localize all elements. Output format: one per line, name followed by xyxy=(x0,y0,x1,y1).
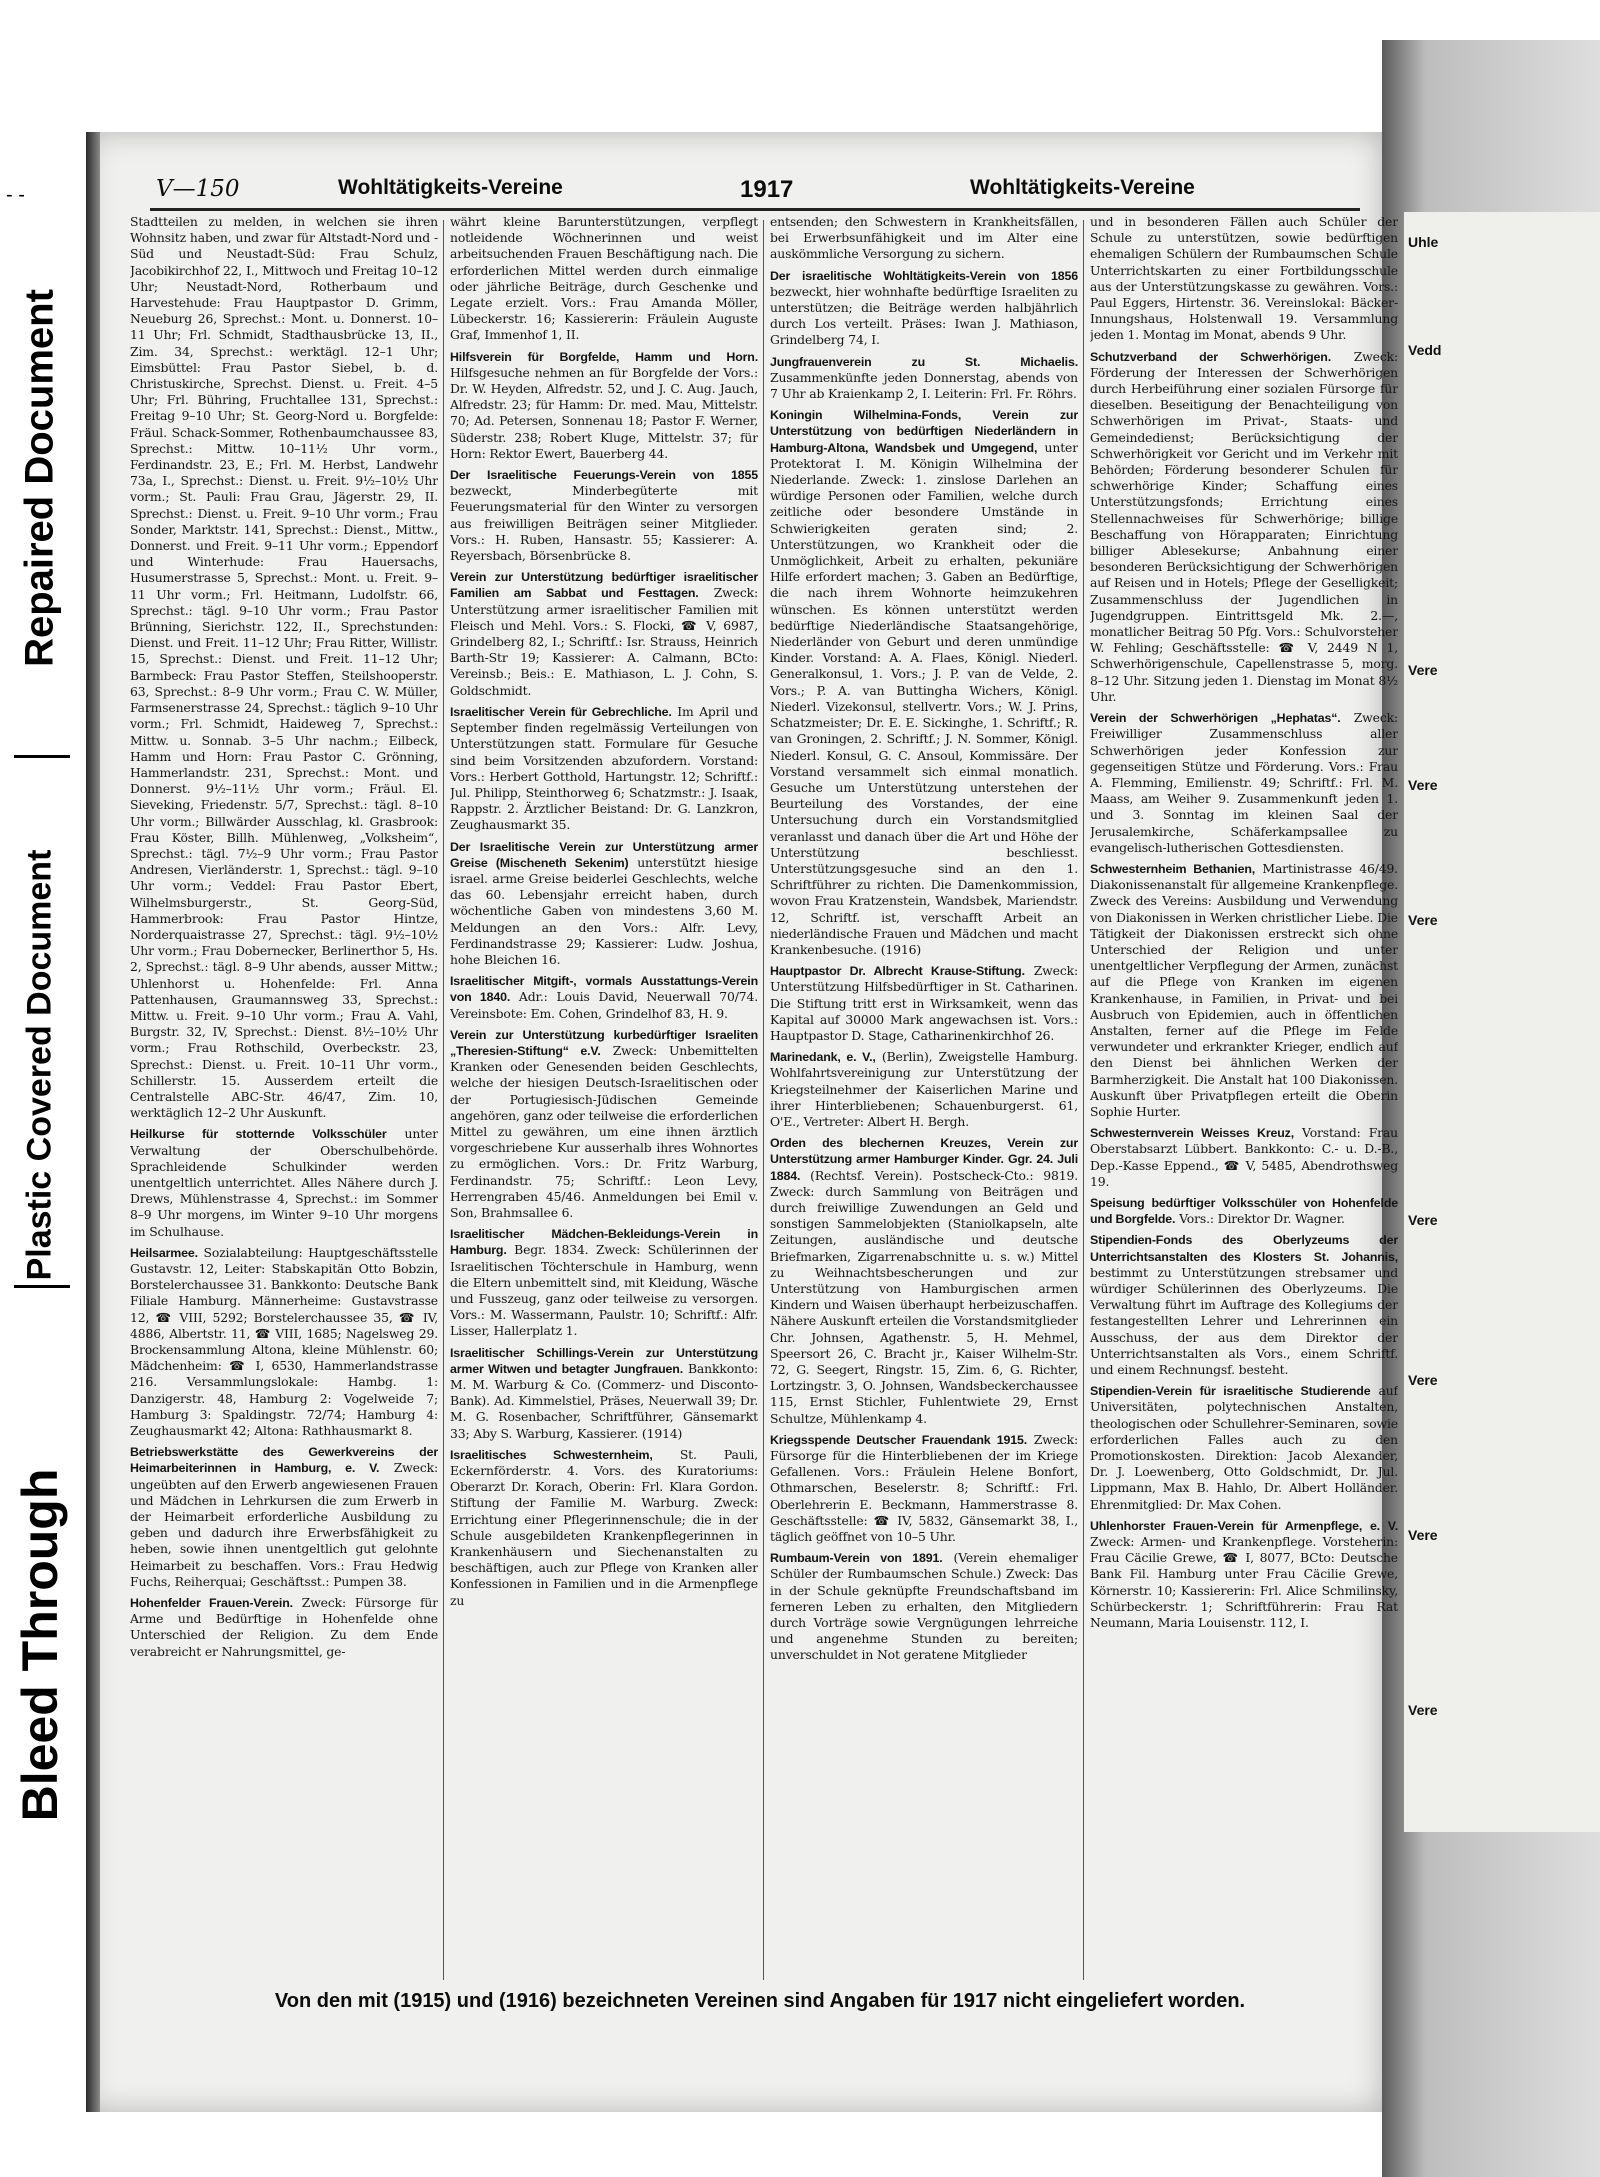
entry-title: Orden des blechernen Kreuzes, Verein zur Unterstützung armer Hamburger Kinder. Ggr. 24. Juli 1884. xyxy=(770,1136,1078,1183)
entry-text: Vorstand: Frau Oberstabsarzt Lübbert. Bankkonto: C.- u. D.-B., Dep.-Kasse Eppend., ☎ V, 5485, Abendrothsweg 19. xyxy=(1090,1125,1398,1189)
page-header xyxy=(150,176,1360,210)
directory-entry xyxy=(770,214,1078,263)
entry-text: Zweck: Freiwilliger Zusammenschluss aller Schwerhörigen jeder Konfession zur gegenseitigen Stütze und Förderung. Vors.: Frau A. Flemming, Emilienstr. 49; Schriftf.: Frl. M. Maass, am Weiher 9. Zusammenkunft jeden 1. und 3. Sonntag im kleinen Saal der Jerusalemkirche, Schäferkampsallee zu evangelisch-lutherischen Gottesdiensten. xyxy=(1090,710,1398,855)
directory-entry xyxy=(130,214,438,1121)
header-rule xyxy=(150,208,1360,211)
entry-title: Hilfsverein für Borgfelde, Hamm und Horn. xyxy=(450,349,758,364)
entry-text: währt kleine Barunterstützungen, verpflegt notleidende Wöchnerinnen und weist arbeitsuchenden Frauen Beschäftigung nach. Die erforderlichen Mittel werden durch einmalige oder jährliche Beiträge, durch Geschenke und Legate erzielt. Vors.: Frau Amanda Möller, Lübeckerstr. 16; Kassiererin: Fräulein Auguste Graf, Immenhof 1, II. xyxy=(450,214,758,343)
facing-page-word: Vere xyxy=(1408,912,1438,928)
entry-title: Verein der Schwerhörigen „Hephatas“. xyxy=(1090,711,1341,726)
entry-title: Jungfrauenverein zu St. Michaelis. xyxy=(770,354,1078,369)
directory-entry xyxy=(770,1550,1078,1663)
directory-entry xyxy=(770,1049,1078,1130)
text-column-4 xyxy=(1090,214,1398,1984)
entry-text: Im April und September finden regelmässig Verteilungen von Unterstützungen statt. Formulare für Gesuche sind beim Vorsitzenden abzufordern. Vorstand: Vors.: Herbert Gotthold, Hartungstr. 12; Schriftf.: Jul. Philipp, Steinthorweg 6; Schatzmstr.: J. Isaak, Rappstr. 2. Ärztlicher Beistand: Dr. G. Lanzkron, Zeughausmarkt 35. xyxy=(450,703,758,833)
entry-title: Speisung bedürftiger Volksschüler von Hohenfelde und Borgfelde. xyxy=(1090,1195,1398,1227)
directory-entry xyxy=(130,1444,438,1590)
facing-page-word: Vere xyxy=(1408,1372,1438,1388)
entry-text: Zweck: ungeübten auf den Erwerb angewiesenen Frauen und Mädchen in Lehrkursen die zum Erwerb in der Heimarbeit erforderliche Ausbildung zu geben und dadurch ihre Erwerbsfähigkeit zu heben, sowie ihnen unentgeltlich gut gelohnte Heimarbeit zu beschaffen. Vors.: Frau Hedwig Fuchs, Reiherquai; Geschäftsst.: Pumpen 38. xyxy=(130,1460,438,1589)
entry-title: Marinedank, e. V., xyxy=(770,1050,876,1065)
entry-title: Kriegsspende Deutscher Frauendank 1915. xyxy=(770,1432,1027,1447)
page-footnote: Von den mit (1915) und (1916) bezeichneten Vereinen sind Angaben für 1917 nicht eingeliefert worden. xyxy=(274,1990,1246,2012)
entry-text: Zusammenkünfte jeden Donnerstag, abends von 7 Uhr ab Kraienkamp 2, I. Leiterin: Frl. Fr. Röhrs. xyxy=(770,369,1078,402)
entry-title: Der Israelitische Feuerungs-Verein von 1855 xyxy=(450,468,758,483)
facing-page-word: Vedd xyxy=(1408,342,1442,358)
directory-entry xyxy=(450,1345,758,1442)
entry-title: Uhlenhorster Frauen-Verein für Armenpflege, e. V. xyxy=(1090,1518,1398,1533)
directory-entry xyxy=(1090,1125,1398,1190)
entry-text: Zweck: Armen- und Krankenpflege. Vorsteherin: Frau Cäcilie Grewe, ☎ I, 8077, BCto: Deutsche Bank Fil. Hamburg unter Frau Cäcilie Grewe, Körnerstr. 10; Kassiererin: Frl. Alice Schmilinsky, Schürbeckerstr. 1; Schriftführerin: Frau Rat Neumann, Maria Louisenstr. 112, I. xyxy=(1090,1534,1398,1631)
entry-text: Vors.: Direktor Dr. Wagner. xyxy=(1179,1211,1345,1227)
entry-title: Israelitisches Schwesternheim, xyxy=(450,1447,653,1462)
entry-title: Rumbaum-Verein von 1891. xyxy=(770,1551,943,1566)
directory-entry xyxy=(450,349,758,462)
entry-text: Martinistrasse 46/49. Diakonissenanstalt für allgemeine Krankenpflege. Zweck des Vereins: Ausbildung und Verwendung von Diakonissen in Werken christlicher Liebe. Die Tätigkeit der Diakonissen erstreckt sich ohne Unterschied der Religion und unter unentgeltlicher Verpflegung der Armen, zunächst auf die Pflege von Kranken im eigenen Krankenhause, in Familien, in Privat- und bei Ausbruch von Epidemien, auch in öffentlichen Anstalten, ferner auf die Pflege im Felde verwundeter und erkrankter Krieger, endlich auf den Dienst bei ähnlichen Werken der Barmherzigkeit. Die Anstalt hat 100 Diakonissen. Auskunft über Privatpflegen erteilt die Oberin Sophie Hurter. xyxy=(1090,860,1398,1119)
directory-entry xyxy=(130,1245,438,1439)
entry-title: Der israelitische Wohltätigkeits-Verein von 1856 xyxy=(770,268,1078,283)
facing-page-word: Vere xyxy=(1408,1527,1438,1543)
column-rule xyxy=(763,220,764,1980)
facing-page-word: Vere xyxy=(1408,777,1438,793)
entry-text: Begr. 1834. Zweck: Schülerinnen der Israelitischen Töchterschule in Hamburg, wenn die Eltern unbemittelt sind, mit Kleidung, Wäsche und Fusszeug, ganz oder teilweise zu versorgen. Vors.: M. Wassermann, Paulstr. 10; Schriftf.: Alfr. Lisser, Hallerplatz 1. xyxy=(450,1242,758,1339)
directory-entry xyxy=(450,973,758,1022)
entry-text: unterstützt hiesige israel. arme Greise beiderlei Geschlechts, welche das 60. Lebensjahr erreicht haben, durch wöchentliche Gaben von mindestens 3,60 M. Meldungen an den Vors.: Alfr. Levy, Ferdinandstrasse 29; Kassierer: Ludw. Joshua, hohe Bleichen 16. xyxy=(450,854,758,967)
directory-entry xyxy=(770,963,1078,1044)
facing-page-word: Vere xyxy=(1408,662,1438,678)
entry-text: (Verein ehemaliger Schüler der Rumbaumschen Schule.) Zweck: Das in der Schule geknüpfte Freundschaftsband im ferneren Leben zu erhalten, den Mitgliedern durch Vorträge sowie Vergnügungen lehrreiche und angenehme Stunden zu bereiten; unverschuldet in Not geratene Mitglieder xyxy=(770,1550,1078,1663)
entry-title: Heilsarmee. xyxy=(130,1245,198,1260)
directory-entry xyxy=(770,268,1078,349)
entry-title: Verein zur Unterstützung kurbedürftiger Israeliten „Theresien-Stiftung“ e.V. xyxy=(450,1027,758,1058)
entry-text: unter Protektorat I. M. Königin Wilhelmina der Niederlande. Zweck: 1. zinslose Darlehen an würdige Personen oder Familien, welche durch zeitliche oder besondere Umstände in Schwierigkeiten geraten sind; 2. Unterstützungen, wo Krankheit oder die Unmöglichkeit, Arbeit zu erhalten, pekuniäre Hilfe erfordert machen; 3. Gaben an Bedürftige, die nach ihrem Wohnorte heimzukehren wünschen. Es können unterstützt werden bedürftige Niederländische Staatsangehörige, Niederländer von Geburt und deren unmündige Kinder. Vorstand: A. A. Flaes, Königl. Niederl. Generalkonsul, 1. Vors.; J. P. van de Velde, 2. Vors.; P. A. van Buttingha Wichers, Königl. Niederl. Vizekonsul, stellvertr. Vors.; W. J. Prins, Schatzmeister; Dr. E. E. Sickinghe, 1. Schriftf.; R. van Groningen, 2. Schriftf.; J. N. Sommer, Königl. Niederl. Konsul, G. C. Ansoul, Kommissäre. Der Vorstand versammelt sich einmal monatlich. Gesuche um Unterstützung unterstehen der Beurteilung des Vorstandes, der eine Untersuchung durch ein Vorstandsmitglied veranlasst und danach über die Art und Höhe der Unterstützung beschliesst. Unterstützungsgesuche sind an den 1. Schriftführer zu richten. Die Damenkommission, wovon Frau Kratzenstein, Wandsbek, Mariendstr. 12, Schriftf. ist, verschafft Arbeit an niederländische Frauen und Mädchen und macht Krankenbesuche. (1916) xyxy=(770,439,1078,957)
entry-text: Adr.: Louis David, Neuerwall 70/74. Vereinsbote: Em. Cohen, Grindelhof 83, H. 9. xyxy=(450,989,758,1021)
directory-entry xyxy=(450,467,758,564)
entry-text: Zweck: Unterstützung armer israelitischer Familien mit Fleisch und Mehl. Vors.: S. Flocki, ☎ V, 6987, Grindelberg 82, I.; Schriftf.: Isr. Strauss, Heinrich Barth-Str 19; Kassierer: A. Calmann, BCto: Vereinsb.; Beis.: E. Mathiason, L. J. Cohn, S. Goldschmidt. xyxy=(450,585,758,698)
directory-entry xyxy=(1090,1518,1398,1631)
directory-entry xyxy=(450,569,758,699)
facing-page-word: Vere xyxy=(1408,1702,1438,1718)
entry-title: Der Israelitische Verein zur Unterstützung armer Greise (Mischeneth Sekenim) xyxy=(450,839,758,870)
entry-title: Israelitischer Schillings-Verein zur Unterstützung armer Witwen und betagter Jungfrauen. xyxy=(450,1345,758,1376)
running-title-right: Wohltätigkeits-Vereine xyxy=(970,176,1195,199)
label-divider xyxy=(14,1285,70,1288)
entry-text: Stadtteilen zu melden, in welchen sie ihren Wohnsitz haben, und zwar für Altstadt-Nord und -Süd und Neustadt-Süd: Frau Schulz, Jacobikirchhof 22, I., Mittwoch und Freitag 10–12 Uhr; Neustadt-Nord, Rotherbaum und Harvestehude: Frau Hauptpastor D. Grimm, Neueburg 26, Sprechst.: Mont. u. Donnerst. 10–11 Uhr; Frl. Schmidt, Stadthausbrücke 13, II., Zim. 34, Sprechst.: werktägl. 12–1 Uhr; Eimsbüttel: Frau Pastor Siebel, b. d. Christuskirche, Sprechst. Dienst. u. Freit. 4–5 Uhr; Frl. Bühring, Fruchtallee 131, Sprechst.: Freitag 9–10 Uhr; St. Georg-Nord u. Borgfelde: Fräul. Schack-Sommer, Rothenbaumchaussee 83, Sprechst.: Mittw. 10–11½ Uhr vorm., Ferdinandstr. 23, E.; Frl. M. Herbst, Landwehr 73a, I., Sprechst.: Dienst. u. Freit. 9½–10½ Uhr vorm.; St. Pauli: Frau Grau, Jägerstr. 29, II. Sprechst.: Dienst. u. Freit. 9–10 Uhr vorm.; Frau Sonder, Marktstr. 141, Sprechst.: Dienst., Mittw., Donnerst. und Freit. 9–11 Uhr vorm.; Eppendorf und Winterhude: Frau Hauersachs, Husumerstrasse 5, Sprechst.: Mont. u. Freit. 9–11 Uhr vorm.; Frl. Heitmann, Ludolfstr. 66, Sprechst.: tägl. 9–10 Uhr vorm.; Frau Pastor Brünning, Sierichstr. 122, II., Sprechstunden: Dienst. und Freit. 11–12 Uhr; Frau Ritter, Willistr. 15, Sprechst.: Dienst. und Freit. 11–12 Uhr; Barmbeck: Frau Pastor Steffen, Steilshooperstr. 63, Sprechst.: 8–9 Uhr vorm.; Frau C. W. Müller, Farmsenerstrasse 24, Sprechst.: täglich 9–10 Uhr vorm.; Frl. Schmidt, Haideweg 7, Sprechst.: Mittw. u. Sonnab. 3–5 Uhr nachm.; Eilbeck, Hamm und Horn: Frau Pastor C. Grönning, Hammerlandstr. 231, Sprechst.: Mont. und Donnerst. 9½–11½ Uhr vorm.; Fräul. El. Sieveking, Friedenstr. 5/7, Sprechst.: tägl. 8–10 Uhr vorm.; Billwärder Ausschlag, kl. Grasbrook: Frau Köster, Billh. Mühlenweg, „Volksheim“, Sprechst.: tägl. 7½–9 Uhr vorm.; Frau Pastor Andresen, Vierländerstr. 1, Sprechst.: tägl. 9–10 Uhr vorm.; Veddel: Frau Pastor Ebert, Wilhelmsburgerstr., St. Georg-Süd, Hammerbrook: Frau Pastor Hintze, Norderquaistrasse 27, Sprechst.: tägl. 9½–10½ Uhr vorm.; Frau Dobernecker, Berlinerthor 5, Hs. 2, Sprechst.: tägl. 8–9 Uhr abends, ausser Mittw.; Uhlenhorst u. Hohenfelde: Frl. Anna Pattenhausen, Graumannsweg 33, Sprechst.: Mittw. u. Freit. 9–10 Uhr vorm.; Frau A. Vahl, Burgstr. 32, IV, Sprechst.: Dienst. 8½–10½ Uhr vorm.; Frau Rothschild, Overbeckstr. 23, Sprechst.: Dienst. u. Freit. 10–11 Uhr vorm., Schillerstr. 15. Ausserdem erteilt die Centralstelle ABC-Str. 46/47, Zim. 10, werktäglich 12–2 Uhr Auskunft. xyxy=(130,214,438,1121)
entry-text: Hilfsgesuche nehmen an für Borgfelde der Vors.: Dr. W. Heyden, Alfredstr. 52, und J. C. Aug. Jauch, Alfredstr. 23; für Hamm: Dr. med. Mau, Mittelstr. 70; Ad. Petersen, Sonnenau 18; Pastor F. Werner, Süderstr. 238; Robert Kluge, Mittelstr. 37; für Horn: Rektor Ewert, Bauerberg 44. xyxy=(450,364,758,461)
directory-entry xyxy=(450,704,758,834)
directory-entry xyxy=(450,1226,758,1339)
entry-title: Israelitischer Verein für Gebrechliche. xyxy=(450,704,672,719)
entry-title: Stipendien-Fonds des Oberlyzeums der Unterrichtsanstalten des Klosters St. Johannis, xyxy=(1090,1233,1398,1264)
entry-text: (Berlin), Zweigstelle Hamburg. Wohlfahrtsvereinigung zur Unterstützung der Kriegsteilnehmer der Kaiserlichen Marine und ihrer Hinterbliebenen; Schauenburgerst. 61, O'E., Vertreter: Albert H. Bergh. xyxy=(770,1049,1078,1129)
entry-title: Hohenfelder Frauen-Verein. xyxy=(130,1596,293,1611)
directory-entry xyxy=(1090,214,1398,344)
facing-page-word: Vere xyxy=(1408,1212,1438,1228)
directory-entry xyxy=(770,1432,1078,1545)
entry-text: Zweck: Fürsorge für Arme und Bedürftige in Hohenfelde ohne Unterschied der Religion. Zu dem Ende verabreicht er Nahrungsmittel, ge- xyxy=(130,1595,438,1659)
column-rule xyxy=(443,220,444,1980)
entry-text: Zweck: Unbemittelten Kranken oder Genesenden beiden Geschlechts, welche der hiesigen Deutsch-Israelitischen oder der Portugiesisch-Jüdischen Gemeinde angehören, ganz oder teilweise die erforderlichen Mittel zu gewähren, um eine ihnen ärztlich vorgeschriebene Kur ausserhalb ihres Wohnortes zu ermöglichen. Vors.: Dr. Fritz Warburg, Ferdinandstr. 75; Schriftf.: Leon Levy, Herrengraben 45/46. Anmeldungen bei Emil v. Son, Brahmsallee 6. xyxy=(450,1042,758,1220)
page-year: 1917 xyxy=(740,176,794,203)
entry-title: Verein zur Unterstützung bedürftiger israelitischer Familien am Sabbat und Festtagen. xyxy=(450,570,758,601)
edge-mark: - - xyxy=(6,184,25,206)
entry-text: Zweck: Förderung der Interessen der Schwerhörigen durch Herbeiführung einer sozialen Fürsorge für dieselben. Beseitigung der Benachteiligung von Schwerhörigen im Privat-, Staats- und Gemeindedienst; Berücksichtigung der Schwerhörigkeit vor Gericht und im Verkehr mit Behörden; Förderung besonderer Schulen für schwerhörige Kinder; Schaffung eines Unterstützungsfonds; Errichtung eines Stellennachweises für Schwerhörige; billige Beschaffung von Hörapparaten; Einrichtung billiger Ablesekurse; Anbahnung einer besonderen Berücksichtigung der Schwerhörigen auf Reisen und in Hotels; Pflege der Geselligkeit; Zusammenschluss der Jugendlichen in Jugendgruppen. Eintrittsgeld Mk. 2.—, monatlicher Beitrag 50 Pfg. Vors.: Schulvorsteher W. Fehling; Geschäftsstelle: ☎ V, 2449 N 1, Schwerhörigenschule, Capellenstrasse 5, morg. 8–12 Uhr. Sitzung jeden 1. Dienstag im Monat 8½ Uhr. xyxy=(1090,348,1398,704)
entry-text: bezweckt, hier wohnhafte bedürftige Israeliten zu unterstützen; die Beiträge werden halbjährlich durch Los verteilt. Präses: Iwan J. Mathiason, Grindelberg 74, I. xyxy=(770,283,1078,348)
entry-title: Koningin Wilhelmina-Fonds, Verein zur Unterstützung von bedürftigen Niederländern in Hamburg-Altona, Wandsbek und Umgegend, xyxy=(770,408,1078,455)
entry-text: unter Verwaltung der Oberschulbehörde. Sprachleidende Schulkinder werden unentgeltlich unterrichtet. Alles Nähere durch J. Drews, Mühlenstrasse 4, Sprechst.: im Sommer 8–9 Uhr morgens, im Winter 9–10 Uhr morgens im Schulhause. xyxy=(130,1126,438,1239)
directory-entry xyxy=(1090,349,1398,705)
entry-text: bestimmt zu Unterstützungen strebsamer und würdiger Schülerinnen des Oberlyzeums. Die Verwaltung führt im Auftrage des Kollegiums der festangestellten Lehrer und Lehrerinnen ein Ausschuss, der aus dem Direktor der Unterrichtsanstalten als Vors., einem Schriftf. und einem Rechnungsf. besteht. xyxy=(1090,1264,1398,1378)
entry-text: St. Pauli, Eckernförderstr. 4. Vors. des Kuratoriums: Oberarzt Dr. Korach, Oberin: Frl. Klara Gordon. Stiftung der Familie M. Warburg. Zweck: Errichtung einer Pflegerinnenschule; die in der Schule ausgebildeten Krankenpflegerinnen in Krankenhäusern und Siechenanstalten zu beschäftigen, auch zur Pflege von Kranken aller Konfessionen in Familien und in die Armenpflege zu xyxy=(450,1446,758,1608)
directory-entry xyxy=(1090,1195,1398,1227)
label-divider xyxy=(14,755,70,758)
page-number: V—150 xyxy=(156,176,240,202)
entry-text: Zweck: Unterstützung Hilfsbedürftiger in St. Catharinen. Die Stiftung tritt erst in Wirksamkeit, wenn das Kapital auf 30000 Mark angewachsen ist. Vors.: Hauptpastor D. Stage, Catharinenkirchhof 26. xyxy=(770,963,1078,1043)
directory-entry xyxy=(450,214,758,344)
text-columns xyxy=(130,214,1398,1984)
page-binding xyxy=(86,132,100,2112)
directory-entry xyxy=(1090,861,1398,1120)
entry-title: Schutzverband der Schwerhörigen. xyxy=(1090,349,1331,364)
entry-text: auf Universitäten, polytechnischen Anstalten, theologischen oder Schullehrer-Seminaren, sowie erforderlichen Falles auch zu den Promotionskosten. Direktion: Jacob Alexander, Dr. J. Loewenberg, Otto Goldschmidt, Dr. Jul. Lippmann, Max B. Hahlo, Dr. Albert Holländer. Ehrenmitglied: Dr. Max Cohen. xyxy=(1090,1383,1398,1512)
directory-entry xyxy=(450,1027,758,1221)
entry-text: bezweckt, Minderbegüterte mit Feuerungsmaterial für den Winter zu versorgen aus freiwilligen Beiträgen seiner Mitglieder. Vors.: H. Ruben, Hansastr. 55; Kassierer: A. Reyersbach, Börsenbrücke 8. xyxy=(450,483,758,564)
entry-text: (Rechtsf. Verein). Postscheck-Cto.: 9819. Zweck: durch Sammlung von Beiträgen und durch freiwillige Zuwendungen an Geld und sonstigen Sammelobjekten (Staniolkapseln, alte Zeitungen, ausländische und deutsche Briefmarken, Zigarrenabschnitte u. s. w.) Mittel zu Weihnachtsbescherungen und zur Unterstützung von Hamburgischen armen Kindern und Waisen überhaupt herbeizuschaffen. Nähere Auskunft erteilen die Vorstandsmitglieder Chr. Johnsen, Agathenstr. 5, H. Mehmel, Speersort 26, C. Bracht jr., Kaiser Wilhelm-Str. 72, G. Seegert, Ringstr. 15, Zim. 6, G. Richter, Lortzingstr. 3, O. Johnsen, Wandsbeckerchaussee 115, Ernst Stichler, Fuhlentwiete 29, Ernst Schultze, Mühlenkamp 4. xyxy=(770,1167,1078,1426)
directory-entry xyxy=(450,1447,758,1609)
label-repaired-document: Repaired Document xyxy=(17,289,62,667)
directory-entry xyxy=(130,1126,438,1239)
directory-entry xyxy=(130,1595,438,1660)
directory-entry xyxy=(450,839,758,969)
entry-title: Betriebswerkstätte des Gewerkvereins der Heimarbeiterinnen in Hamburg, e. V. xyxy=(130,1445,438,1476)
facing-page xyxy=(1404,212,1600,1832)
label-sidebar xyxy=(0,0,80,2177)
facing-page-word: Uhle xyxy=(1408,234,1439,250)
directory-entry xyxy=(770,1135,1078,1427)
entry-text: entsenden; den Schwestern in Krankheitsfällen, bei Erwerbsunfähigkeit und im Alter eine auskömmliche Versorgung zu sichern. xyxy=(770,214,1078,262)
label-bleed-through: Bleed Through xyxy=(12,1468,68,1822)
directory-entry xyxy=(1090,710,1398,856)
running-title-left: Wohltätigkeits-Vereine xyxy=(338,176,563,199)
directory-entry xyxy=(1090,1232,1398,1378)
entry-text: und in besonderen Fällen auch Schüler der Schule zu unterstützen, sowie bedürftigen ehemaligen Schülern der Rumbaumschen Schule Unterrichtskarten zu einer Fortbildungsschule aus der Unterstützungskasse zu gewähren. Vors.: Paul Eggers, Hirtenstr. 36. Vereinslokal: Bäcker-Innungshaus, Holstenwall 19. Versammlung jeden 1. Montag im Monat, abends 9 Uhr. xyxy=(1090,214,1398,343)
directory-entry xyxy=(770,407,1078,958)
entry-text: Sozialabteilung: Hauptgeschäftsstelle Gustavstr. 12, Leiter: Stabskapitän Otto Bobzin, Borstelerchaussee 31. Bankkonto: Deutsche Bank Filiale Hamburg. Männerheime: Gustavstrasse 12, ☎ VIII, 5292; Borstelerchaussee 35, ☎ IV, 4886, Albertstr. 11, ☎ VIII, 1685; Nagelsweg 29. Brockensammlung Altona, kleine Mühlenstr. 60; Mädchenheim: ☎ I, 6530, Hammerlandstrasse 216. Versammlungslokale: Hambg. 1: Danzigerstr. 48, Hamburg 2: Vogelweide 7; Hamburg 3: Spaldingstr. 72/74; Hamburg 4: Zeughausmarkt 42; Altona: Rathhausmarkt 8. xyxy=(130,1244,438,1439)
entry-title: Schwesternverein Weisses Kreuz, xyxy=(1090,1126,1294,1141)
text-column-3 xyxy=(770,214,1078,1984)
column-rule xyxy=(1083,220,1084,1980)
entry-title: Hauptpastor Dr. Albrecht Krause-Stiftung. xyxy=(770,964,1025,979)
text-column-1 xyxy=(130,214,438,1984)
entry-title: Israelitischer Mädchen-Bekleidungs-Verein in Hamburg. xyxy=(450,1227,758,1258)
directory-entry xyxy=(770,354,1078,403)
entry-title: Schwesternheim Bethanien, xyxy=(1090,861,1256,876)
label-plastic-covered-document: Plastic Covered Document xyxy=(20,849,59,1281)
entry-title: Stipendien-Verein für israelitische Studierende xyxy=(1090,1384,1371,1399)
entry-title: Israelitischer Mitgift-, vormals Ausstattungs-Verein von 1840. xyxy=(450,974,758,1005)
directory-entry xyxy=(1090,1383,1398,1513)
entry-text: Zweck: Fürsorge für die Hinterbliebenen der im Kriege Gefallenen. Vors.: Fräulein Helene Bonfort, Othmarschen, Beselerstr. 8; Schriftf.: Frl. Oberlehrerin E. Beckmann, Hammerstrasse 8. Geschäftsstelle: ☎ IV, 5832, Gänsemarkt 38, I., täglich geöffnet von 10–5 Uhr. xyxy=(770,1431,1078,1545)
text-column-2 xyxy=(450,214,758,1984)
entry-text: Bankkonto: M. M. Warburg & Co. (Commerz- und Disconto-Bank). Ad. Kimmelstiel, Präses, Neuerwall 39; Dr. M. G. Rosenbacher, Schriftführer, Gänsemarkt 33; Aby S. Warburg, Kassierer. (1914) xyxy=(450,1360,758,1441)
entry-title: Heilkurse für stotternde Volksschüler xyxy=(130,1127,387,1142)
